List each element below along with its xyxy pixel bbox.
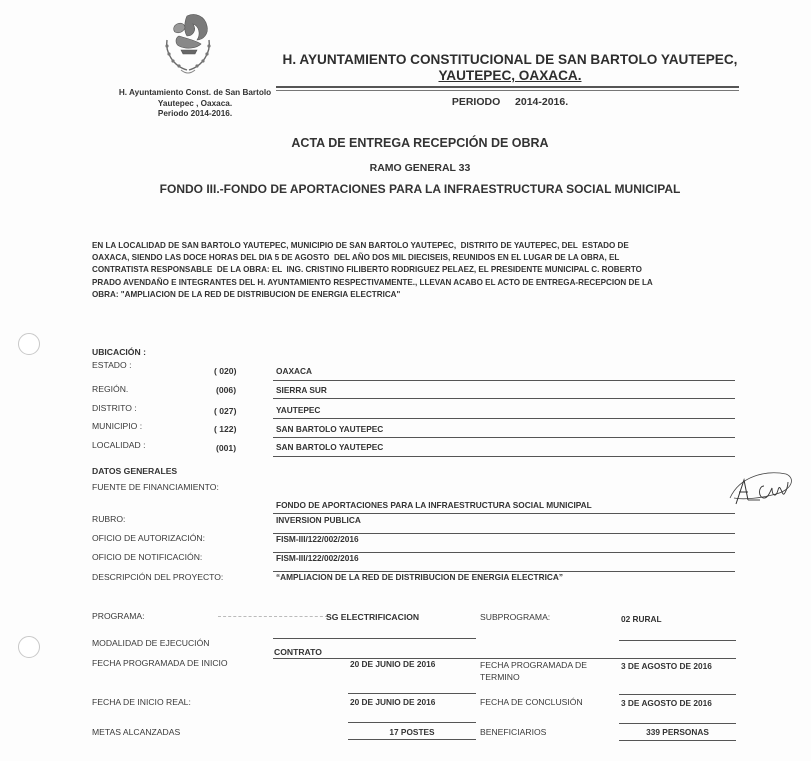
municipio-label: MUNICIPIO : — [92, 421, 143, 431]
localidad-value: SAN BARTOLO YAUTEPEC — [276, 442, 384, 452]
paragraph-line: PRADO AVENDAÑO E INTEGRANTES DEL H. AYUNTAMIENTO RESPECTIVAMENTE., LLEVAN ACABO EL ACTO DE ENTREGA-RECEPCION DE LA — [92, 277, 653, 287]
localidad-underline — [273, 456, 735, 457]
paragraph-line: EN LA LOCALIDAD DE SAN BARTOLO YAUTEPEC, MUNICIPIO DE SAN BARTOLO YAUTEPEC, DISTRITO DE YAUTEPEC, DEL ESTADO DE — [92, 241, 629, 250]
beneficiarios-underline — [619, 740, 736, 741]
fecha-inicio-real-value: 20 DE JUNIO DE 2016 — [350, 697, 436, 707]
region-underline — [273, 398, 735, 399]
notificacion-label: OFICIO DE NOTIFICACIÓN: — [92, 552, 203, 562]
metas-value: 17 POSTES — [389, 727, 435, 737]
fecha-inicio-real-label: FECHA DE INICIO REAL: — [92, 697, 191, 707]
coat-of-arms-icon — [157, 10, 219, 78]
fecha-conclusion-overline — [619, 694, 736, 695]
metas-underline — [348, 739, 476, 740]
municipio-underline — [273, 437, 735, 438]
document-title: ACTA DE ENTREGA RECEPCIÓN DE OBRA — [291, 136, 549, 150]
rubro-value: INVERSION PUBLICA — [276, 515, 361, 525]
fuente-underline — [273, 513, 735, 514]
beneficiarios-value: 339 PERSONAS — [646, 727, 709, 737]
localidad-code: (001) — [216, 443, 237, 453]
fecha-prog-termino-label-line-1: FECHA PROGRAMADA DE — [480, 660, 587, 670]
programa-faint-line — [218, 616, 328, 617]
caption-line-2: Yautepec , Oaxaca. — [157, 98, 233, 108]
fecha-prog-termino-value: 3 DE AGOSTO DE 2016 — [621, 661, 712, 671]
localidad-label: LOCALIDAD : — [92, 440, 146, 450]
intro-paragraph — [92, 240, 742, 301]
beneficiarios-label: BENEFICIARIOS — [480, 727, 547, 737]
header-title-line-2: YAUTEPEC, OAXACA. — [438, 68, 582, 83]
municipio-value: SAN BARTOLO YAUTEPEC — [276, 424, 384, 434]
fecha-conclusion-label: FECHA DE CONCLUSIÓN — [480, 697, 583, 707]
fecha-prog-inicio-label: FECHA PROGRAMADA DE INICIO — [92, 658, 228, 668]
estado-value: OAXACA — [276, 366, 312, 376]
distrito-label: DISTRITO : — [92, 403, 137, 413]
header-title-line-1: H. AYUNTAMIENTO CONSTITUCIONAL DE SAN BARTOLO YAUTEPEC, — [282, 52, 738, 67]
metas-overline — [348, 722, 476, 723]
autorizacion-label: OFICIO DE AUTORIZACIÓN: — [92, 533, 206, 543]
ubicacion-heading: UBICACIÓN : — [92, 347, 146, 357]
paragraph-line: CONTRATISTA RESPONSABLE DE LA OBRA: EL ING. CRISTINO FILIBERTO RODRIGUEZ PELAEZ, EL PRESIDENTE MUNICIPAL C. ROBERTO — [92, 265, 642, 275]
hole-punch-bottom — [18, 636, 40, 658]
paragraph-line: OAXACA, SIENDO LAS DOCE HORAS DEL DIA 5 DE AGOSTO DEL AÑO DOS MIL DIECISEIS, REUNIDOS EN EL LUGAR DE LA OBRA, EL — [92, 253, 620, 263]
ramo-subtitle: RAMO GENERAL 33 — [369, 162, 471, 174]
subprograma-underline — [619, 640, 736, 641]
caption-line-3: Periodo 2014-2016. — [157, 109, 233, 118]
modalidad-label: MODALIDAD DE EJECUCIÓN — [92, 638, 210, 648]
rubro-label: RUBRO: — [92, 514, 126, 524]
header-rule-thin — [276, 90, 739, 91]
signature — [726, 468, 786, 508]
paragraph-line: OBRA: "AMPLIACION DE LA RED DE DISTRIBUCION DE ENERGIA ELECTRICA" — [92, 289, 401, 299]
programa-value: SG ELECTRIFICACION — [326, 612, 420, 622]
datos-generales-heading: DATOS GENERALES — [92, 466, 178, 476]
distrito-code: ( 027) — [214, 406, 237, 416]
municipio-code: ( 122) — [214, 424, 237, 434]
fecha-prog-termino-label — [480, 659, 587, 683]
notificacion-value: FISM-III/122/002/2016 — [276, 553, 359, 563]
fuente-value: FONDO DE APORTACIONES PARA LA INFRAESTRUCTURA SOCIAL MUNICIPAL — [276, 500, 592, 510]
fecha-prog-inicio-value: 20 DE JUNIO DE 2016 — [350, 659, 436, 669]
header-rule — [276, 86, 739, 88]
caption-line-1: H. Ayuntamiento Const. de San Bartolo — [118, 88, 272, 97]
estado-code: ( 020) — [214, 366, 237, 376]
header-title — [280, 52, 740, 84]
hole-punch-top — [18, 333, 40, 355]
modalidad-value: CONTRATO — [274, 647, 322, 657]
subprograma-label: SUBPROGRAMA: — [480, 612, 551, 622]
header-periodo: PERIODO 2014-2016. — [451, 96, 569, 108]
descripcion-label: DESCRIPCIÓN DEL PROYECTO: — [92, 572, 224, 582]
autorizacion-value: FISM-III/122/002/2016 — [276, 534, 359, 544]
programa-underline — [273, 638, 476, 639]
fecha-conclusion-value: 3 DE AGOSTO DE 2016 — [621, 698, 712, 708]
region-label: REGIÓN. — [92, 384, 129, 394]
descripcion-value: “AMPLIACION DE LA RED DE DISTRIBUCION DE ENERGIA ELECTRICA” — [276, 572, 564, 582]
region-code: (006) — [216, 385, 237, 395]
subprograma-value: 02 RURAL — [621, 614, 662, 624]
fuente-label: FUENTE DE FINANCIAMIENTO: — [92, 482, 219, 492]
distrito-value: YAUTEPEC — [276, 405, 321, 415]
fecha-inicio-real-overline — [348, 693, 476, 694]
fondo-subtitle: FONDO III.-FONDO DE APORTACIONES PARA LA INFRAESTRUCTURA SOCIAL MUNICIPAL — [159, 182, 681, 196]
estado-underline — [273, 380, 735, 381]
fecha-prog-termino-label-line-2: TERMINO — [480, 672, 520, 682]
metas-label: METAS ALCANZADAS — [92, 727, 181, 737]
region-value: SIERRA SUR — [276, 385, 327, 395]
programa-label: PROGRAMA: — [92, 611, 145, 621]
beneficiarios-overline — [619, 723, 736, 724]
municipality-caption — [100, 88, 290, 120]
distrito-underline — [273, 418, 735, 419]
estado-label: ESTADO : — [92, 360, 132, 370]
